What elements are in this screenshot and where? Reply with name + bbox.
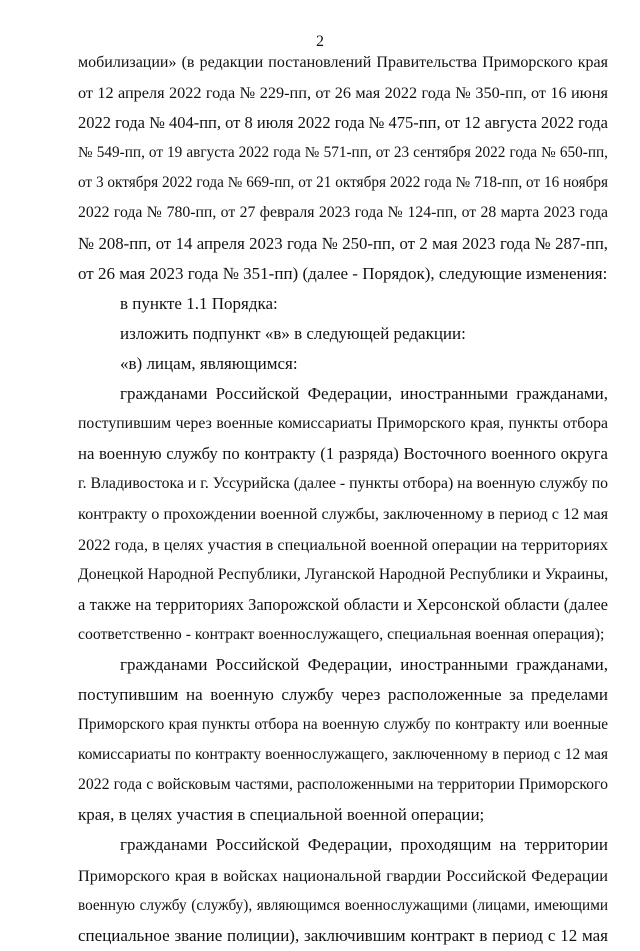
text-line: на военную службу по контракту (1 разряда) Восточного военного округа <box>78 444 608 464</box>
text-line: гражданами Российской Федерации, проходящим на территории <box>120 835 608 855</box>
text-line: Приморского края пункты отбора на военную службу по контракту или военные <box>78 716 608 734</box>
text-line: № 208-пп, от 14 апреля 2023 года № 250-пп, от 2 мая 2023 года № 287-пп, <box>78 233 608 253</box>
text-line: 2022 года с войсковым частями, расположенными на территории Приморского <box>78 776 608 794</box>
text-line: Приморского края в войсках национальной гвардии Российской Федерации <box>78 866 608 885</box>
text-line: контракту о прохождении военной службы, заключенному в период с 12 мая <box>78 505 609 524</box>
text-line: поступившим через военные комиссариаты Приморского края, пункты отбора <box>78 415 608 433</box>
page-number: 2 <box>316 33 324 50</box>
text-line: 2022 года, в целях участия в специальной военной операции на территориях <box>78 535 608 554</box>
text-line: специальное звание полиции), заключившим контракт в период с 12 мая <box>78 925 608 945</box>
text-line: Донецкой Народной Республики, Луганской Народной Республики и Украины, <box>78 565 609 583</box>
text-line: 2022 года № 404-пп, от 8 июля 2022 года № 475-пп, от 12 августа 2022 года <box>78 113 608 133</box>
text-line: 2022 года № 780-пп, от 27 февраля 2023 года № 124-пп, от 28 марта 2023 года <box>78 204 608 222</box>
text-line: от 12 апреля 2022 года № 229-пп, от 26 мая 2022 года № 350-пп, от 16 июня <box>78 84 608 103</box>
text-line: г. Владивостока и г. Уссурийска (далее - пункты отбора) на военную службу по <box>78 475 609 493</box>
text-line: мобилизации» (в редакции постановлений Правительства Приморского края <box>78 54 608 71</box>
text-line: от 26 мая 2023 года № 351-пп) (далее - Порядок), следующие изменения: <box>78 263 608 283</box>
document-body <box>78 48 608 951</box>
text-line: гражданами Российской Федерации, иностранными гражданами, <box>120 384 608 404</box>
text-line: а также на территориях Запорожской области и Херсонской области (далее <box>78 594 608 614</box>
text-line: военную службу (службу), являющимся военнослужащими (лицами, имеющими <box>78 896 608 914</box>
text-line: края, в целях участия в специальной военной операции; <box>78 805 485 825</box>
text-line: гражданами Российской Федерации, иностранными гражданами, <box>120 654 608 674</box>
text-line: от 3 октября 2022 года № 669-пп, от 21 октября 2022 года № 718-пп, от 16 ноября <box>78 174 608 192</box>
text-line: соответственно - контракт военнослужащего, специальная военная операция); <box>78 625 605 643</box>
text-line: № 549-пп, от 19 августа 2022 года № 571-пп, от 23 сентября 2022 года № 650-пп, <box>78 144 608 162</box>
text-line: поступившим на военную службу через расположенные за пределами <box>78 684 608 704</box>
text-line: в пункте 1.1 Порядка: <box>120 293 278 313</box>
text-line: комиссариаты по контракту военнослужащего, заключенному в период с 12 мая <box>78 746 608 764</box>
text-line: «в) лицам, являющимся: <box>120 353 298 373</box>
text-line: изложить подпункт «в» в следующей редакции: <box>120 323 466 343</box>
